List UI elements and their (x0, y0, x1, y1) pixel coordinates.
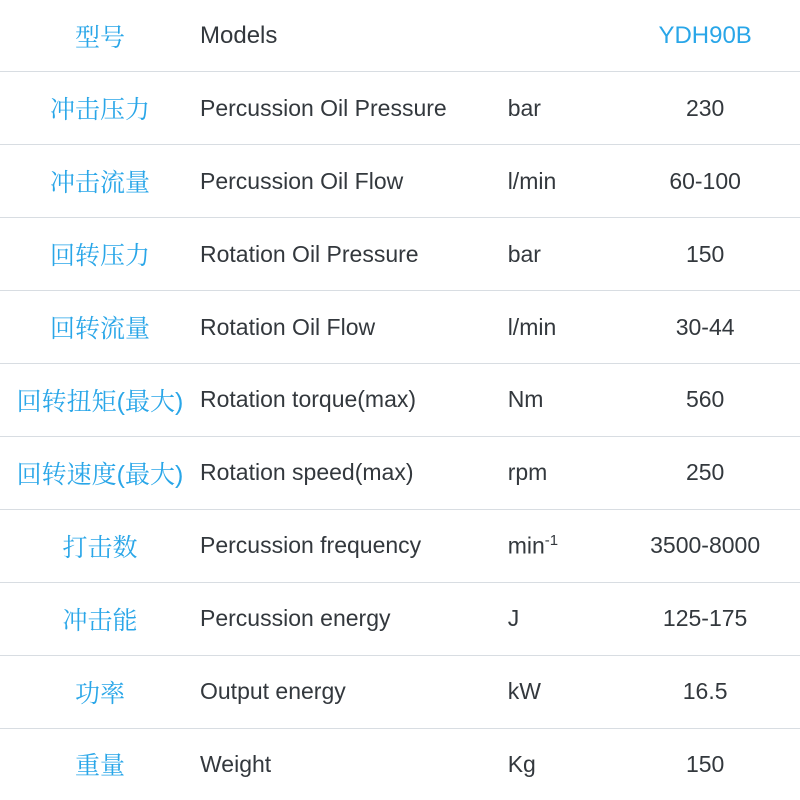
row-label-cn: 回转扭矩(最大) (16, 387, 184, 416)
row-unit-exponent: -1 (544, 531, 559, 549)
row-unit: l/min (507, 313, 557, 340)
row-label-en: Output energy (200, 678, 346, 705)
row-unit: J (507, 605, 520, 632)
row-label-en: Rotation Oil Pressure (200, 240, 419, 267)
table-row (0, 364, 800, 437)
row-value: 3500-8000 (650, 532, 761, 559)
row-value: 230 (685, 94, 725, 121)
row-label-en: Percussion frequency (200, 532, 422, 559)
header-model-value: YDH90B (658, 21, 752, 49)
row-label-cn: 冲击流量 (49, 169, 150, 198)
table-row (0, 72, 800, 145)
header-unit (508, 0, 611, 72)
row-label-cn: 冲击压力 (49, 96, 150, 125)
table-row (0, 655, 800, 728)
row-label-en: Rotation torque(max) (200, 386, 417, 413)
row-unit: Kg (507, 750, 536, 777)
table-row (0, 218, 800, 291)
row-value: 560 (685, 386, 725, 413)
row-unit: bar (507, 94, 541, 121)
row-label-cn: 冲击能 (62, 606, 138, 635)
row-unit (508, 509, 611, 582)
row-unit: bar (507, 240, 541, 267)
row-label-cn: 回转流量 (49, 315, 150, 344)
table-row (0, 291, 800, 364)
row-value: 60-100 (669, 167, 741, 194)
row-label-en: Percussion energy (200, 605, 391, 632)
row-value: 150 (685, 750, 725, 777)
table-row (0, 728, 800, 800)
row-label-en: Rotation Oil Flow (200, 313, 376, 340)
row-label-en: Percussion Oil Flow (200, 167, 404, 194)
header-label-cn: 型号 (74, 23, 125, 52)
table-row (0, 145, 800, 218)
table-header-row (0, 0, 800, 72)
row-label-cn: 打击数 (62, 533, 138, 562)
row-label-cn: 回转压力 (49, 242, 150, 271)
table-row (0, 509, 800, 582)
row-unit-base: min (507, 532, 545, 559)
table-row (0, 436, 800, 509)
row-label-en: Rotation speed(max) (200, 459, 414, 486)
row-unit: l/min (507, 167, 557, 194)
row-value: 125-175 (662, 605, 748, 632)
row-value: 150 (685, 240, 725, 267)
row-label-cn: 回转速度(最大) (16, 460, 184, 489)
row-value: 30-44 (675, 313, 735, 340)
row-value: 250 (685, 459, 725, 486)
row-unit: rpm (507, 459, 548, 486)
row-unit: Nm (507, 386, 544, 413)
row-label-cn: 功率 (74, 679, 125, 708)
row-label-cn: 重量 (74, 752, 125, 781)
row-label-en: Weight (200, 750, 272, 777)
row-unit: kW (507, 678, 541, 705)
header-label-en: Models (200, 21, 278, 49)
row-value: 16.5 (682, 678, 728, 705)
table-row (0, 582, 800, 655)
row-label-en: Percussion Oil Pressure (200, 94, 447, 121)
